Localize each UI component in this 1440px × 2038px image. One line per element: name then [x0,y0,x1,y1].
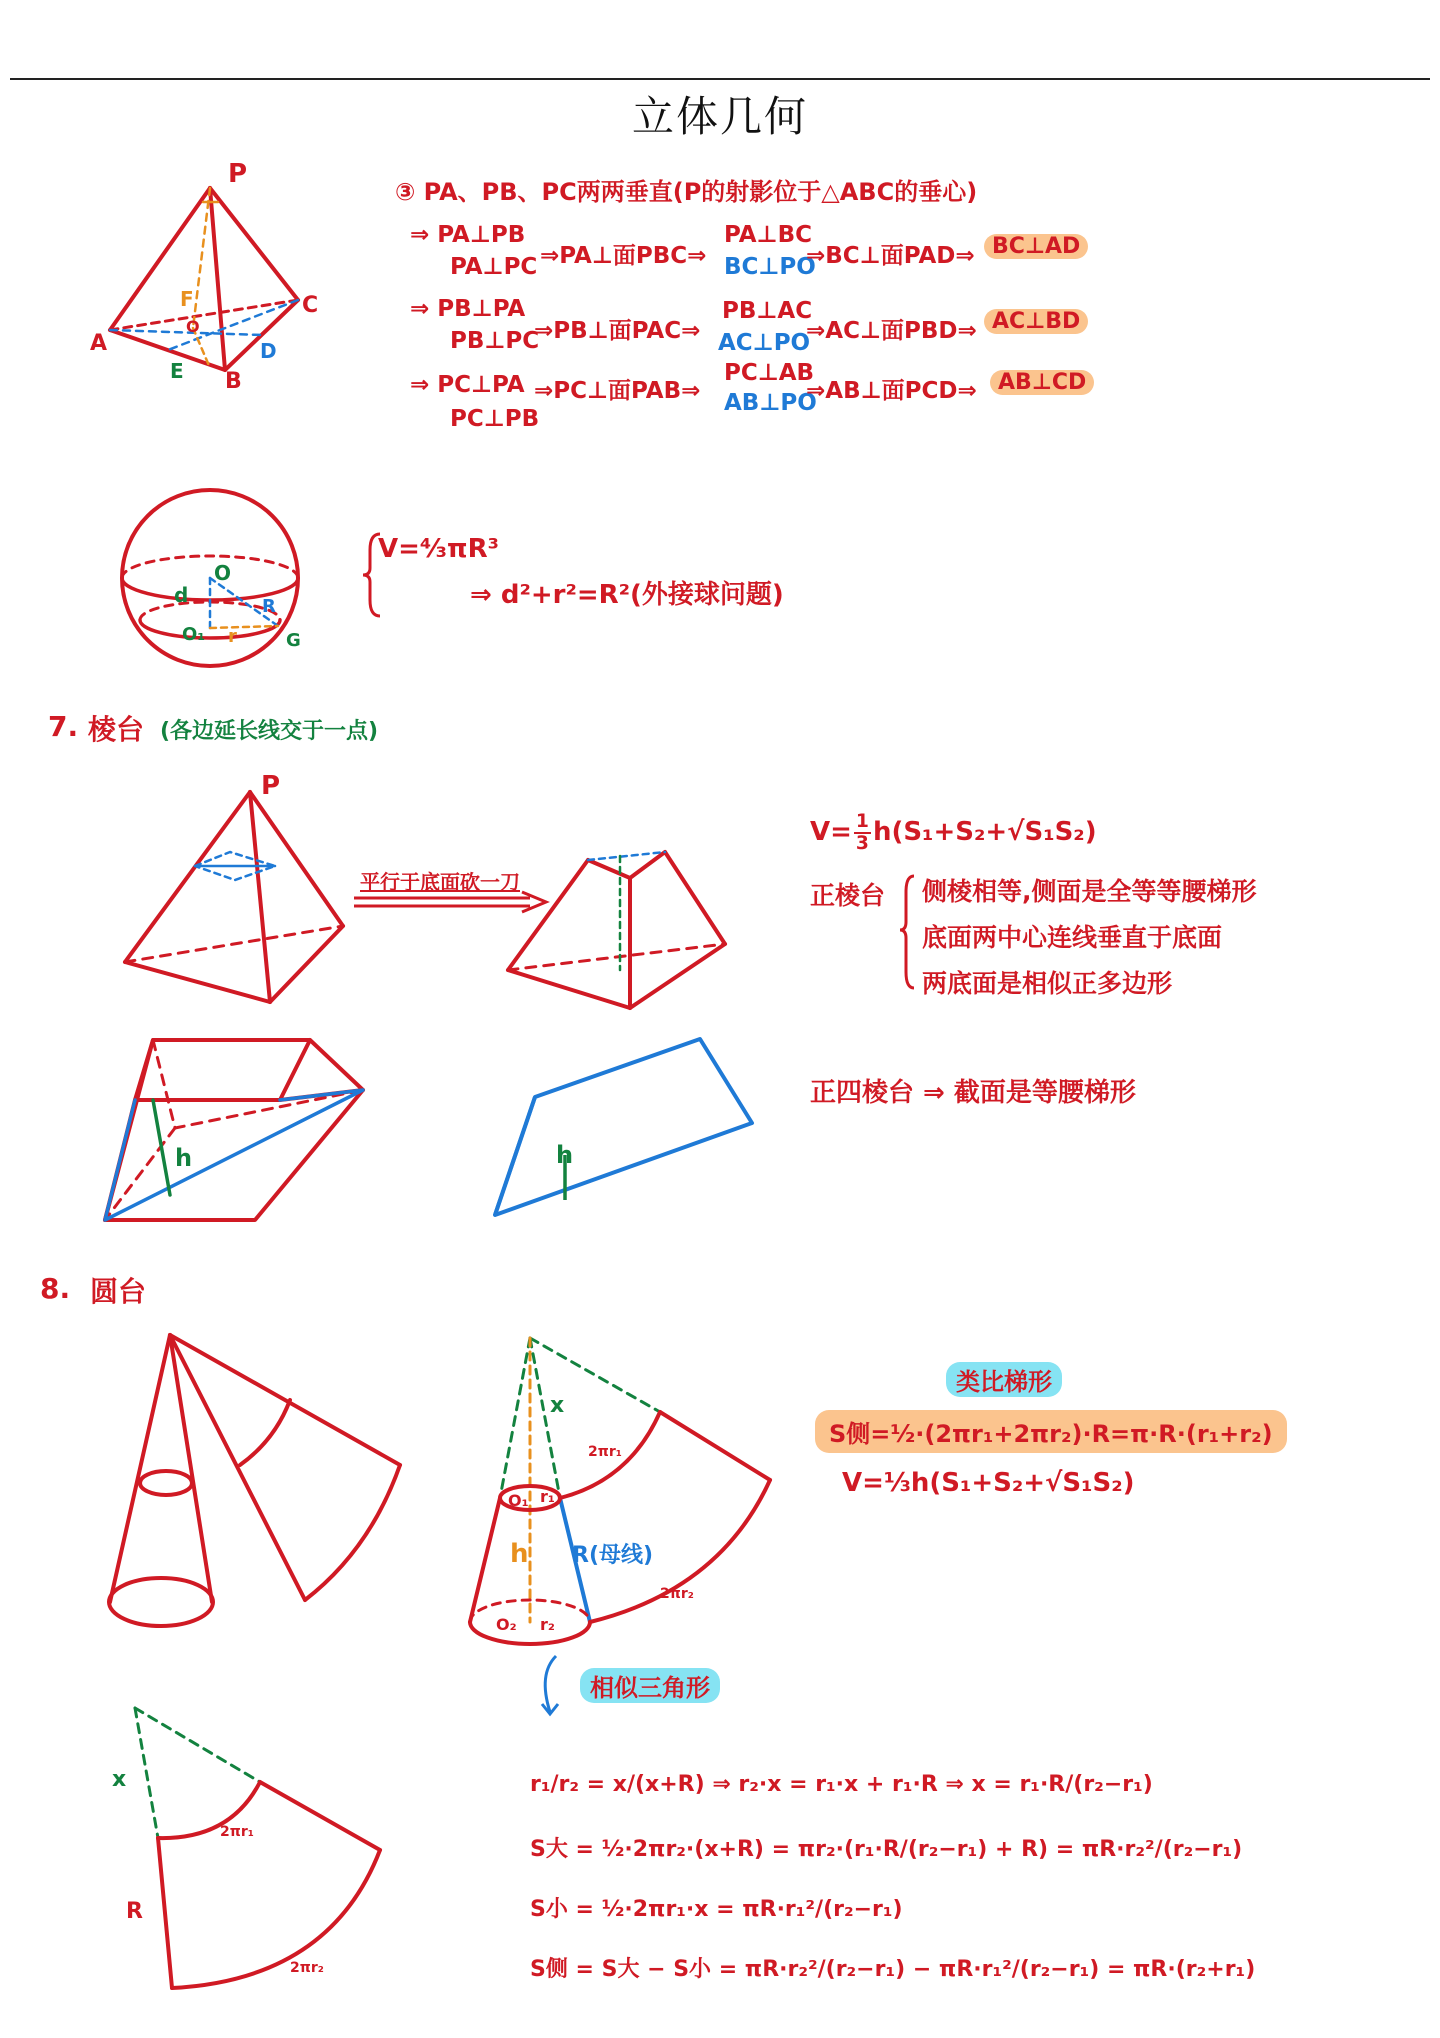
sphere-label-r: r [228,626,237,647]
regular-item-3: 两底面是相似正多边形 [922,969,1173,998]
row2-perp2: AC⊥PO [718,330,811,356]
sector-arc-bot: 2πr₂ [290,1960,324,1976]
frustum-volume-rest: h(S₁+S₂+√S₁S₂) [872,817,1097,848]
row2-step2: ⇒AC⊥面PBD⇒ [806,318,977,344]
row3-cond-b: PC⊥PB [450,406,540,432]
frustum-volume-prefix: V= [810,817,852,848]
sphere-label-O: O [214,561,232,585]
cone-label-O1: O₁ [508,1491,529,1510]
cone-frustum-dim-figure [460,1330,790,1660]
cone-frustum-volume: V=⅓h(S₁+S₂+√S₁S₂) [842,1468,1135,1498]
row2-perp1: PB⊥AC [722,298,813,324]
row3-cond-a: ⇒ PC⊥PA [410,372,525,398]
frustum-result-figure [500,840,740,1020]
square-frustum-note: 正四棱台 ⇒ 截面是等腰梯形 [810,1078,1136,1108]
tetra-heading: ③ PA、PB、PC两两垂直(P的射影位于△ABC的垂心) [395,178,978,206]
square-frustum-h: h [175,1144,193,1172]
section8-title: 圆台 [90,1275,147,1308]
sphere-label-G: G [286,630,301,651]
cone-label-h: h [510,1539,529,1569]
label-A: A [90,331,108,356]
section-trapezoid-figure [490,1035,770,1220]
frac-den: 3 [855,832,869,854]
section7-note: (各边延长线交于一点) [160,719,379,744]
label-D: D [260,339,277,363]
frustum-volume-frac [854,812,871,853]
page-title: 立体几何 [631,92,808,141]
section7-title: 棱台 [88,713,145,746]
label-C: C [302,293,319,318]
sector-arc-top: 2πr₁ [220,1824,254,1840]
regular-frustum-label: 正棱台 [810,881,886,910]
row3-perp1: PC⊥AB [724,360,815,386]
cone-label-x: x [550,1393,565,1418]
pyramid-peak-P: P [261,771,281,801]
analogy-tag: 类比梯形 [946,1362,1062,1397]
section8-number: 8. [40,1272,71,1305]
row2-result: AC⊥BD [984,309,1088,334]
formula-1: r₁/r₂ = x/(x+R) ⇒ r₂·x = r₁·x + r₁·R ⇒ x = r₁·R/(r₂−r₁) [530,1772,1153,1797]
section-trapezoid-h: h [556,1141,574,1169]
regular-item-1: 侧棱相等,侧面是全等等腰梯形 [922,877,1257,906]
row1-cond-b: PA⊥PC [450,254,538,280]
formula-4: S侧 = S大 − S小 = πR·r₂²/(r₂−r₁) − πR·r₁²/(r₂−r₁) = πR·(r₂+r₁) [530,1957,1256,1982]
row3-step1: ⇒PC⊥面PAB⇒ [534,378,701,404]
cone-label-r1: r₁ [540,1487,555,1506]
sector-label-x: x [112,1767,127,1792]
side-area-formula: S侧=½·(2πr₁+2πr₂)·R=π·R·(r₁+r₂) [815,1410,1287,1453]
cone-label-O2: O₂ [496,1615,517,1634]
cone-arc-bot: 2πr₂ [660,1586,694,1602]
regular-item-2: 底面两中心连线垂直于底面 [922,923,1223,952]
row2-step1: ⇒PB⊥面PAC⇒ [534,318,701,344]
label-E: E [170,359,184,383]
similar-arrow [530,1652,570,1722]
cone-arc-top: 2πr₁ [588,1444,622,1460]
row3-result: AB⊥CD [990,370,1094,395]
label-O: O [186,317,200,336]
row2-cond-b: PB⊥PC [450,328,540,354]
cone-label-r2: r₂ [540,1615,555,1634]
header-rule [10,78,1430,80]
sphere-label-R: R [262,596,276,617]
label-B: B [225,369,242,390]
row1-step1: ⇒PA⊥面PBC⇒ [540,243,707,269]
sphere-relation: ⇒ d²+r²=R²(外接球问题) [470,580,784,610]
section7-number: 7. [48,710,79,743]
sector-label-R: R [126,1899,143,1924]
formula-3: S小 = ½·2πr₁·x = πR·r₁²/(r₂−r₁) [530,1897,903,1922]
tetrahedron-figure [80,150,340,390]
frustum-volume [810,812,1097,853]
row3-perp2: AB⊥PO [724,390,817,416]
formula-2: S大 = ½·2πr₂·(x+R) = πr₂·(r₁·R/(r₂−r₁) + R) = πR·r₂²/(r₂−r₁) [530,1837,1243,1862]
row1-step2: ⇒BC⊥面PAD⇒ [806,243,975,269]
label-P: P [228,159,248,189]
row2-cond-a: ⇒ PB⊥PA [410,296,526,322]
row3-step2: ⇒AB⊥面PCD⇒ [806,378,977,404]
sector-figure [100,1700,400,2000]
pyramid-figure [115,770,355,1010]
cut-arrow-label: 平行于底面砍一刀 [360,870,520,894]
row1-result: BC⊥AD [984,234,1088,259]
row1-cond-a: ⇒ PA⊥PB [410,222,526,248]
row1-perp1: PA⊥BC [724,222,812,248]
sphere-figure [110,480,330,680]
sphere-label-O1: O₁ [182,624,206,645]
frac-num: 1 [855,811,869,832]
similar-tag: 相似三角形 [580,1668,720,1703]
square-frustum-figure [95,1030,385,1230]
sphere-volume: V=⁴⁄₃πR³ [378,534,499,564]
cone-frustum-unfold-figure [100,1330,420,1640]
row1-perp2: BC⊥PO [724,254,816,280]
regular-brace [898,872,920,992]
sphere-label-d: d [174,583,189,607]
cone-label-R: R(母线) [572,1543,654,1568]
label-F: F [180,287,194,311]
